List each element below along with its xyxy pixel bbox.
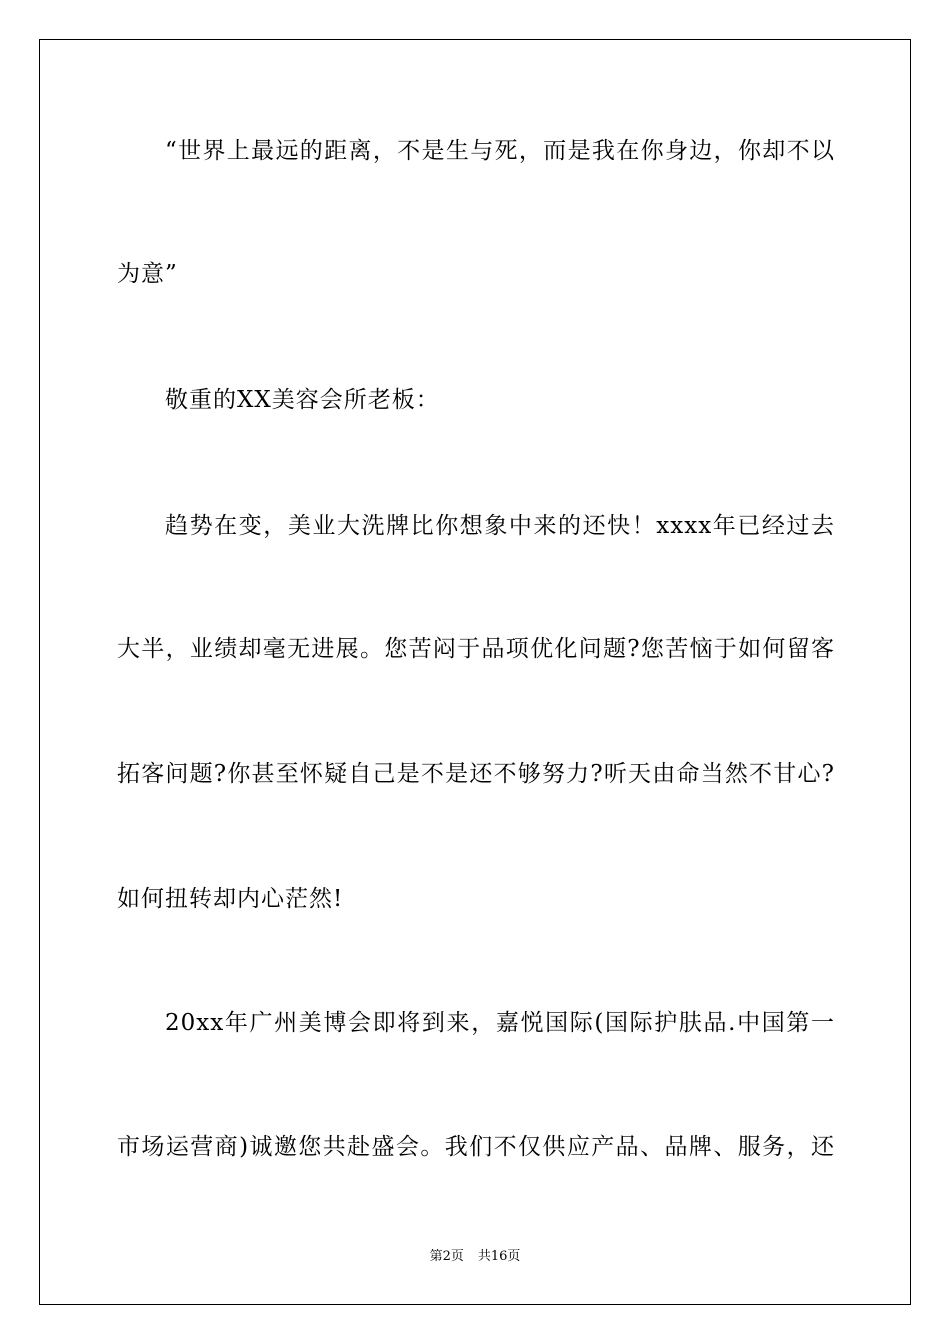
- paragraph-line-5: 大半，业绩却毫无进展。您苦闷于品项优化问题?您苦恼于如何留客: [117, 636, 835, 662]
- paragraph-line-9: 市场运营商)诚邀您共赴盛会。我们不仅供应产品、品牌、服务，还: [117, 1134, 835, 1160]
- paragraph-line-4: 趋势在变，美业大洗牌比你想象中来的还快！xxxx年已经过去: [165, 513, 835, 539]
- paragraph-line-6: 拓客问题?你甚至怀疑自己是不是还不够努力?听天由命当然不甘心?: [117, 761, 835, 787]
- page-border: [39, 39, 911, 1305]
- page-number-total: 共16页: [477, 1249, 521, 1264]
- paragraph-line-2: 为意”: [117, 261, 178, 287]
- paragraph-line-7: 如何扭转却内心茫然!: [117, 886, 344, 912]
- page-footer: [0, 1248, 950, 1266]
- paragraph-line-8: 20xx年广州美博会即将到来，嘉悦国际(国际护肤品.中国第一: [165, 1010, 835, 1036]
- salutation-line: 敬重的XX美容会所老板：: [165, 387, 440, 413]
- paragraph-line-1: “世界上最远的距离，不是生与死，而是我在你身边，你却不以: [165, 138, 835, 164]
- page-number-current: 第2页: [429, 1249, 464, 1264]
